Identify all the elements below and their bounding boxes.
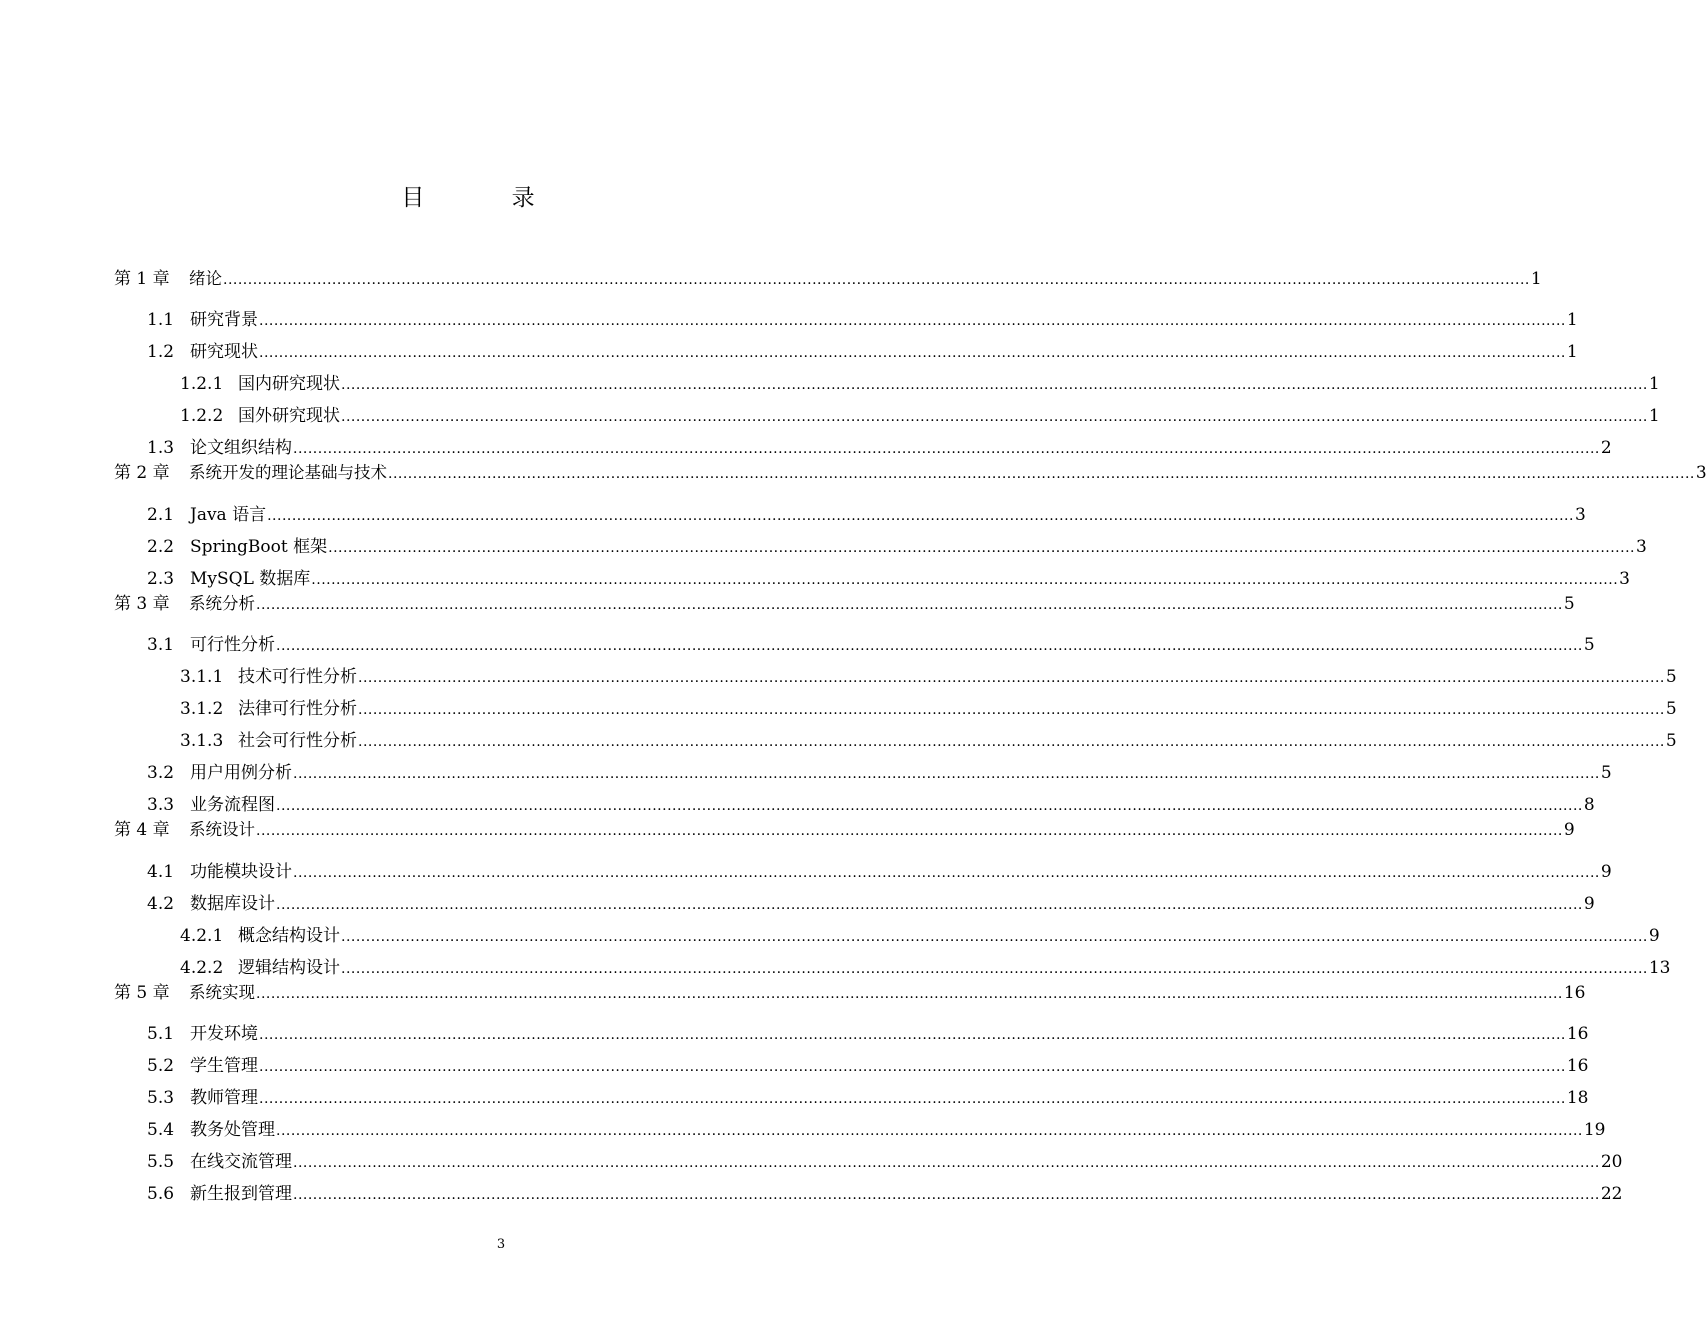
toc-entry[interactable] xyxy=(0,980,1586,1006)
toc-entry-title: 功能模块设计 xyxy=(190,862,292,882)
toc-entry-title: 数据库设计 xyxy=(190,894,275,914)
toc-entry-title: 教师管理 xyxy=(190,1088,258,1108)
toc-entry[interactable] xyxy=(0,664,1677,690)
toc-entry-title: 逻辑结构设计 xyxy=(238,958,340,978)
toc-entry-page: 1 xyxy=(1530,269,1542,289)
toc-entry-number: 3.1 xyxy=(147,635,175,655)
toc-entry-number: 3.3 xyxy=(147,795,175,815)
toc-dot-leader xyxy=(276,892,1583,918)
toc-dot-leader xyxy=(358,729,1665,755)
toc-entry-number: 4.1 xyxy=(147,862,175,882)
toc-entry[interactable] xyxy=(0,696,1677,722)
toc-entry-page: 5 xyxy=(1563,594,1575,614)
toc-entry-number: 4.2 xyxy=(147,894,175,914)
toc-entry-title: 用户用例分析 xyxy=(190,763,292,783)
toc-entry-page: 9 xyxy=(1563,820,1575,840)
toc-dot-leader xyxy=(293,761,1600,787)
toc-entry-page: 3 xyxy=(1574,505,1586,525)
toc-entry-number: 第 3 章 xyxy=(114,594,170,614)
toc-entry[interactable] xyxy=(0,891,1595,917)
toc-entry-title: 技术可行性分析 xyxy=(238,667,357,687)
toc-entry[interactable] xyxy=(0,502,1586,528)
toc-dot-leader xyxy=(311,567,1618,593)
toc-entry-title: 社会可行性分析 xyxy=(238,731,357,751)
toc-dot-leader xyxy=(276,793,1583,819)
toc-dot-leader xyxy=(328,535,1635,561)
toc-dot-leader xyxy=(293,860,1600,886)
toc-entry-title: 研究现状 xyxy=(190,342,258,362)
toc-entry-number: 4.2.2 xyxy=(180,958,224,978)
toc-entry-page: 13 xyxy=(1648,958,1671,978)
toc-entry-number: 1.1 xyxy=(147,310,175,330)
toc-dot-leader xyxy=(358,665,1665,691)
toc-entry[interactable] xyxy=(0,1149,1623,1175)
toc-entry[interactable] xyxy=(0,728,1677,754)
toc-entry-number: 5.1 xyxy=(147,1024,175,1044)
toc-entry-title: 国外研究现状 xyxy=(238,406,340,426)
toc-dot-leader xyxy=(256,592,1563,618)
toc-dot-leader xyxy=(293,1182,1600,1208)
toc-dot-leader xyxy=(259,1054,1566,1080)
toc-dot-leader xyxy=(341,956,1648,982)
toc-entry-title: 新生报到管理 xyxy=(190,1184,292,1204)
toc-entry[interactable] xyxy=(0,307,1578,333)
toc-dot-leader xyxy=(293,436,1600,462)
toc-entry-title: 业务流程图 xyxy=(190,795,275,815)
toc-entry-number: 1.2.1 xyxy=(180,374,224,394)
toc-entry-number: 2.2 xyxy=(147,537,175,557)
toc-entry[interactable] xyxy=(0,1085,1589,1111)
toc-entry-title: 教务处管理 xyxy=(190,1120,275,1140)
toc-entry[interactable] xyxy=(0,566,1630,592)
toc-entry-title: 系统开发的理论基础与技术 xyxy=(189,463,387,482)
toc-entry-page: 5 xyxy=(1665,731,1677,751)
toc-dot-leader xyxy=(256,981,1563,1007)
toc-entry-page: 9 xyxy=(1648,926,1660,946)
toc-entry-number: 5.3 xyxy=(147,1088,175,1108)
toc-dot-leader xyxy=(341,404,1648,430)
page-title: 目 录 xyxy=(401,185,575,211)
toc-entry-number: 3.1.3 xyxy=(180,731,224,751)
toc-entry-title: 开发环境 xyxy=(190,1024,258,1044)
toc-entry-page: 8 xyxy=(1583,795,1595,815)
toc-entry-page: 3 xyxy=(1619,569,1630,589)
toc-dot-leader xyxy=(276,1118,1583,1144)
toc-entry-title: 学生管理 xyxy=(190,1056,258,1076)
toc-entry[interactable] xyxy=(0,955,1671,981)
toc-entry[interactable] xyxy=(0,792,1595,818)
toc-entry-page: 5 xyxy=(1665,667,1677,687)
toc-entry[interactable] xyxy=(0,760,1612,786)
toc-entry-page: 3 xyxy=(1635,537,1647,557)
toc-entry-page: 9 xyxy=(1600,862,1612,882)
toc-entry[interactable] xyxy=(0,817,1575,843)
toc-dot-leader xyxy=(259,308,1566,334)
toc-entry[interactable] xyxy=(0,1021,1589,1047)
toc-entry-title: 绪论 xyxy=(189,269,222,288)
toc-entry[interactable] xyxy=(0,435,1612,461)
toc-entry-number: 第 2 章 xyxy=(114,463,170,483)
toc-entry-page: 20 xyxy=(1600,1152,1623,1172)
toc-entry-number: 3.1.2 xyxy=(180,699,224,719)
toc-entry-page: 18 xyxy=(1566,1088,1589,1108)
toc-dot-leader xyxy=(256,818,1563,844)
toc-dot-leader xyxy=(267,503,1574,529)
toc-dot-leader xyxy=(358,697,1665,723)
toc-entry-number: 1.2 xyxy=(147,342,175,362)
toc-entry-title: 系统实现 xyxy=(189,983,255,1002)
toc-entry-number: 1.2.2 xyxy=(180,406,224,426)
toc-entry-page: 16 xyxy=(1566,1024,1589,1044)
toc-entry-page: 16 xyxy=(1563,983,1586,1003)
toc-entry-page: 1 xyxy=(1566,310,1578,330)
toc-entry-number: 2.3 xyxy=(147,569,175,589)
toc-entry-page: 2 xyxy=(1600,438,1612,458)
toc-entry[interactable] xyxy=(0,460,1707,486)
toc-entry-page: 19 xyxy=(1583,1120,1606,1140)
toc-entry-page: 1 xyxy=(1648,374,1660,394)
toc-entry-page: 5 xyxy=(1665,699,1677,719)
toc-entry[interactable] xyxy=(0,859,1612,885)
toc-entry-title: 概念结构设计 xyxy=(238,926,340,946)
toc-entry-page: 1 xyxy=(1566,342,1578,362)
toc-entry-number: 3.2 xyxy=(147,763,175,783)
toc-entry-page: 16 xyxy=(1566,1056,1589,1076)
toc-entry[interactable] xyxy=(0,534,1647,560)
toc-entry-title: 论文组织结构 xyxy=(190,438,292,458)
toc-entry[interactable] xyxy=(0,632,1595,658)
toc-entry-number: 第 1 章 xyxy=(114,269,170,289)
toc-entry[interactable] xyxy=(0,923,1660,949)
toc-entry[interactable] xyxy=(0,1181,1623,1207)
toc-entry-number: 4.2.1 xyxy=(180,926,224,946)
toc-entry-number: 1.3 xyxy=(147,438,175,458)
toc-entry-page: 3 xyxy=(1695,463,1707,483)
toc-entry-page: 9 xyxy=(1583,894,1595,914)
toc-entry-title: SpringBoot 框架 xyxy=(190,537,328,557)
toc-entry[interactable] xyxy=(0,403,1660,429)
toc-dot-leader xyxy=(293,1150,1600,1176)
toc-entry-number: 第 4 章 xyxy=(114,820,170,840)
toc-entry-title: Java 语言 xyxy=(190,505,267,525)
toc-dot-leader xyxy=(259,340,1566,366)
toc-entry-page: 5 xyxy=(1583,635,1595,655)
toc-entry-number: 5.6 xyxy=(147,1184,175,1204)
toc-dot-leader xyxy=(341,924,1648,950)
toc-dot-leader xyxy=(259,1022,1566,1048)
toc-entry-title: 国内研究现状 xyxy=(238,374,340,394)
toc-entry[interactable] xyxy=(0,266,1542,292)
toc-entry-number: 5.2 xyxy=(147,1056,175,1076)
toc-entry[interactable] xyxy=(0,1117,1606,1143)
toc-dot-leader xyxy=(259,1086,1566,1112)
toc-entry-title: 系统设计 xyxy=(189,820,255,839)
toc-dot-leader xyxy=(341,372,1648,398)
toc-entry-number: 3.1.1 xyxy=(180,667,224,687)
toc-entry-title: 系统分析 xyxy=(189,594,255,613)
toc-entry[interactable] xyxy=(0,1053,1589,1079)
toc-entry-number: 5.4 xyxy=(147,1120,175,1140)
toc-entry[interactable] xyxy=(0,371,1660,397)
toc-entry[interactable] xyxy=(0,591,1575,617)
toc-entry-title: MySQL 数据库 xyxy=(190,569,311,589)
toc-entry-number: 第 5 章 xyxy=(114,983,170,1003)
toc-dot-leader xyxy=(223,267,1530,293)
toc-entry-title: 可行性分析 xyxy=(190,635,275,655)
toc-entry-title: 法律可行性分析 xyxy=(238,699,357,719)
toc-entry-number: 5.5 xyxy=(147,1152,175,1172)
toc-entry-title: 在线交流管理 xyxy=(190,1152,292,1172)
footer-page-number: 3 xyxy=(496,1237,506,1252)
toc-dot-leader xyxy=(388,461,1695,487)
toc-dot-leader xyxy=(276,633,1583,659)
toc-entry-title: 研究背景 xyxy=(190,310,258,330)
toc-entry[interactable] xyxy=(0,339,1578,365)
toc-entry-page: 22 xyxy=(1600,1184,1623,1204)
toc-entry-page: 5 xyxy=(1600,763,1612,783)
toc-entry-number: 2.1 xyxy=(147,505,175,525)
toc-entry-page: 1 xyxy=(1648,406,1660,426)
